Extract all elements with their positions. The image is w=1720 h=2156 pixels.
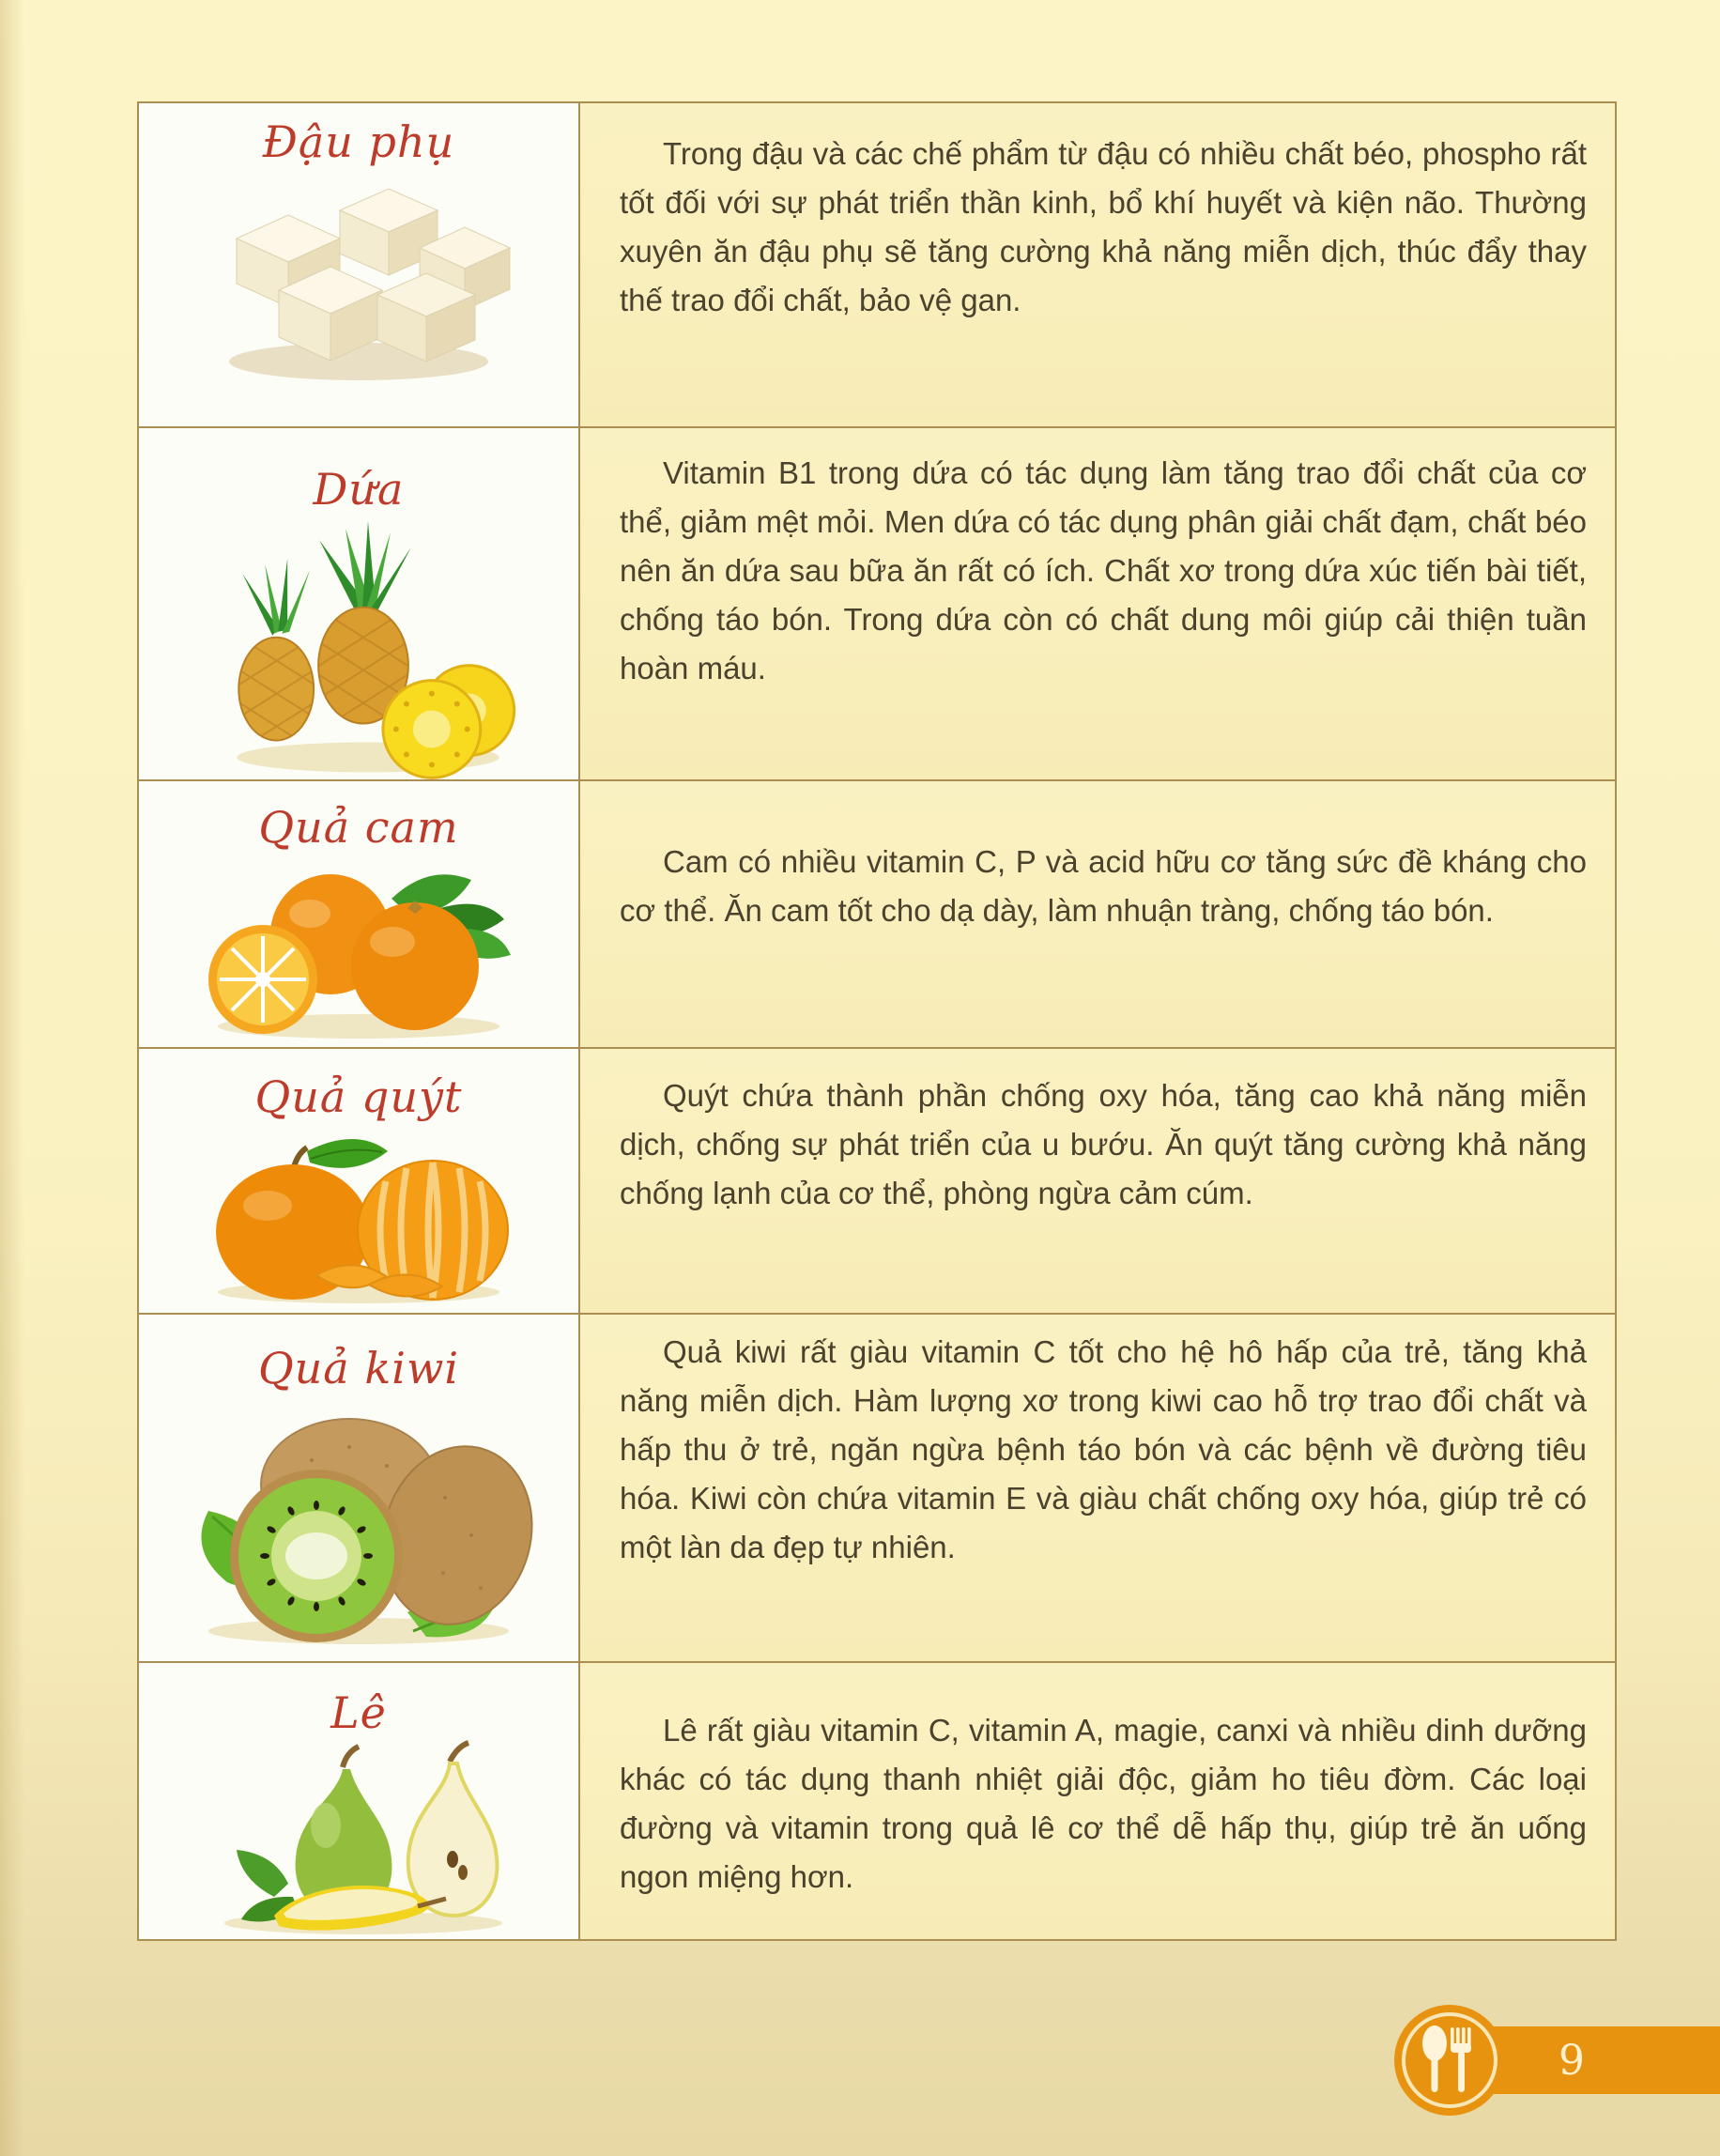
food-description: Lê rất giàu vitamin C, vitamin A, magie, canxi và nhiều dinh dưỡng khác có tác dụng thanh nhiệt giải độc, giảm ho tiêu đờm. Các loại đường và vitamin trong quả lê cơ thể dễ hấp thụ, giúp trẻ ăn uống ngon miệng hơn. [620,1713,1587,1894]
orange-cell [139,781,580,1047]
kiwi-cell [139,1315,580,1661]
tofu-cell [139,103,580,426]
tangerine-image [185,1123,532,1307]
pear-description-cell [580,1663,1615,1939]
spoon-fork-icon [1391,2002,1508,2118]
food-label: Đậu phụ [262,116,455,167]
pineapple-cell [139,428,580,779]
food-label: Quả quýt [254,1071,463,1122]
table-row-tofu [139,103,1615,428]
tangerine-description-cell [580,1049,1615,1313]
food-description: Vitamin B1 trong dứa có tác dụng làm tăng trao đổi chất của cơ thể, giảm mệt mỏi. Men dứa có tác dụng phân giải chất đạm, chất béo nên ăn dứa sau bữa ăn rất có ích. Chất xơ trong dứa xúc tiến bài tiết, chống táo bón. Trong dứa còn có chất dung môi giúp cải thiện tuần hoàn máu. [620,455,1587,685]
table-row-orange [139,781,1615,1049]
tangerine-cell [139,1049,580,1313]
page-footer [0,2002,1720,2124]
food-description: Quýt chứa thành phần chống oxy hóa, tăng cao khả năng miễn dịch, chống sự phát triển của u bướu. Ăn quýt tăng cường khả năng chống lạnh của cơ thể, phòng ngừa cảm cúm. [620,1078,1587,1210]
kiwi-image [171,1394,546,1650]
food-label: Lê [330,1687,387,1738]
pineapple-image [190,516,528,779]
table-row-tangerine [139,1049,1615,1315]
food-description: Trong đậu và các chế phẩm từ đậu có nhiều chất béo, phospho rất tốt đối với sự phát triển thần kinh, bổ khí huyết và kiện não. Thường xuyên ăn đậu phụ sẽ tăng cường khả năng miễn dịch, thúc đẩy thay thế trao đổi chất, bảo vệ gan. [620,136,1587,317]
orange-description-cell [580,781,1615,1047]
table-row-pineapple [139,428,1615,781]
page-number: 9 [1559,2036,1585,2085]
food-table [137,101,1617,1941]
food-description: Cam có nhiều vitamin C, P và acid hữu cơ tăng sức đề kháng cho cơ thể. Ăn cam tốt cho dạ dày, làm nhuận tràng, chống táo bón. [620,844,1587,928]
food-label: Quả cam [258,802,459,853]
tofu-description-cell [580,103,1615,426]
food-label: Quả kiwi [257,1343,460,1394]
kiwi-description-cell [580,1315,1615,1661]
food-description: Quả kiwi rất giàu vitamin C tốt cho hệ hô hấp của trẻ, tăng khả năng miễn dịch. Hàm lượng xơ trong kiwi cao hỗ trợ trao đổi chất và hấp thu ở trẻ, ngăn ngừa bệnh táo bón và các bệnh về đường tiêu hóa. Kiwi còn chứa vitamin E và giàu chất chống oxy hóa, giúp trẻ có một làn da đẹp tự nhiên. [620,1334,1587,1564]
tofu-image [199,168,518,392]
pear-cell [139,1663,580,1939]
pineapple-description-cell [580,428,1615,779]
food-label: Dứa [313,464,405,515]
table-row-kiwi [139,1315,1615,1663]
pear-image [185,1739,532,1938]
table-row-pear [139,1663,1615,1939]
orange-image [180,854,537,1041]
